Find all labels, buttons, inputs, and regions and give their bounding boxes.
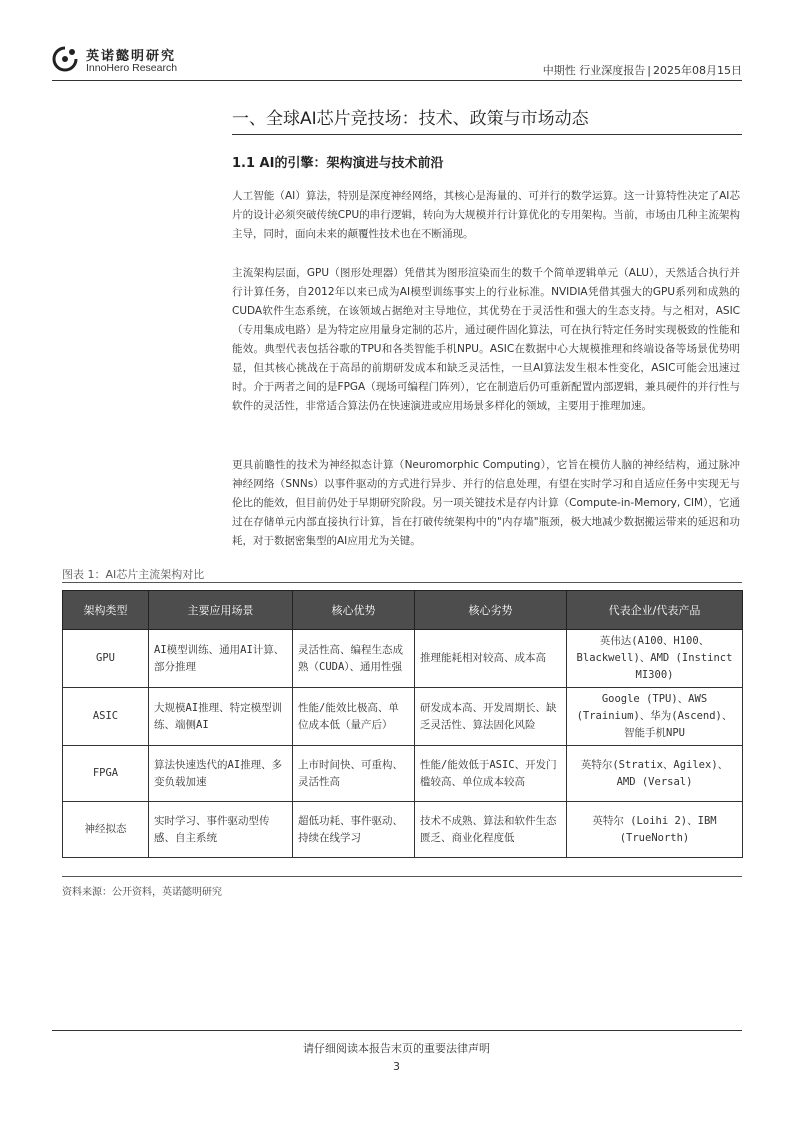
table-cell: 英特尔(Stratix、Agilex)、AMD (Versal) — [567, 746, 743, 802]
paragraph-mainstream: 主流架构层面，GPU（图形处理器）凭借其为图形渲染而生的数千个简单逻辑单元（ALU），天然适合执行并行计算任务，自2012年以来已成为AI模型训练事实上的行业标准。NVIDIA凭借其强大的GPU系列和成熟的CUDA软件生态系统，在该领域占据绝对主导地位，其优势在于灵活性和强大的生态支持。与之相对，ASIC（专用集成电路）是为特定应用量身定制的芯片，通过硬件固化算法，可在执行特定任务时实现极致的性能和能效。典型代表包括谷歌的TPU和各类智能手机NPU。ASIC在数据中心大规模推理和终端设备等场景优势明显，但其核心挑战在于高昂的前期研发成本和缺乏灵活性，一旦AI算法发生根本性变化，ASIC可能会迅速过时。介于两者之间的是FPGA（现场可编程门阵列），它在制造后仍可重新配置内部逻辑，兼具硬件的并行性与软件的灵活性，非常适合算法仍在快速演进或应用场景多样化的领域，主要用于推理加速。 — [232, 267, 740, 412]
figure-caption: 图表 1：AI芯片主流架构对比 — [62, 568, 205, 581]
table-cell: 英伟达(A100、H100、Blackwell)、AMD (Instinct MI300) — [567, 630, 743, 688]
table-cell: AI模型训练、通用AI计算、部分推理 — [149, 630, 293, 688]
table-row — [63, 630, 743, 688]
table-cell: GPU — [63, 630, 149, 688]
table-header-cell: 代表企业/代表产品 — [567, 591, 743, 630]
table-header-cell: 架构类型 — [63, 591, 149, 630]
table-cell: 算法快速迭代的AI推理、多变负载加速 — [149, 746, 293, 802]
table-cell: 研发成本高、开发周期长、缺乏灵活性、算法固化风险 — [415, 688, 567, 746]
source-divider — [62, 876, 742, 877]
table-cell: 性能/能效低于ASIC、开发门槛较高、单位成本较高 — [415, 746, 567, 802]
paragraph-intro: 人工智能（AI）算法，特别是深度神经网络，其核心是海量的、可并行的数学运算。这一计算特性决定了AI芯片的设计必须突破传统CPU的串行逻辑，转向为大规模并行计算优化的专用架构。当前，市场由几种主流架构主导，同时，面向未来的颠覆性技术也在不断涌现。 — [232, 190, 740, 240]
report-type: 中期性 行业深度报告 — [542, 64, 646, 77]
paragraph-frontier: 更具前瞻性的技术为神经拟态计算（Neuromorphic Computing），它旨在模仿人脑的神经结构，通过脉冲神经网络（SNNs）以事件驱动的方式进行异步、并行的信息处理，有望在实时学习和自适应任务中实现无与伦比的能效，但目前仍处于早期研究阶段。另一项关键技术是存内计算（Compute-in-Memory, CIM），它通过在存储单元内部直接执行计算，旨在打破传统架构中的"内存墙"瓶颈，极大地减少数据搬运带来的延迟和功耗，对于数据密集型的AI应用尤为关键。 — [232, 459, 740, 547]
header-divider — [52, 80, 742, 81]
table-cell: FPGA — [63, 746, 149, 802]
subsection-title: 1.1 AI的引擎：架构演进与技术前沿 — [232, 156, 444, 171]
figure-source: 资料来源：公开资料，英诺懿明研究 — [62, 887, 222, 898]
table-cell: 技术不成熟、算法和软件生态匮乏、商业化程度低 — [415, 802, 567, 858]
table-cell: 神经拟态 — [63, 802, 149, 858]
logo-cn-text: 英诺懿明研究 — [86, 49, 177, 64]
table-row — [63, 688, 743, 746]
table-cell: ASIC — [63, 688, 149, 746]
header-separator: | — [647, 64, 651, 77]
legal-notice: 请仔细阅读本报告末页的重要法律声明 — [303, 1042, 490, 1055]
table-cell: 灵活性高、编程生态成熟（CUDA）、通用性强 — [293, 630, 415, 688]
architecture-comparison-table — [62, 590, 743, 858]
table-cell: Google (TPU)、AWS (Trainium)、华为(Ascend)、智能手机NPU — [567, 688, 743, 746]
table-cell: 性能/能效比极高、单位成本低（量产后） — [293, 688, 415, 746]
table-header-cell: 核心优势 — [293, 591, 415, 630]
page-number: 3 — [393, 1060, 400, 1073]
report-date: 2025年08月15日 — [653, 64, 742, 77]
table-header-cell: 主要应用场景 — [149, 591, 293, 630]
table-row — [63, 746, 743, 802]
table-cell: 超低功耗、事件驱动、持续在线学习 — [293, 802, 415, 858]
table-cell: 英特尔 (Loihi 2)、IBM (TrueNorth) — [567, 802, 743, 858]
table-cell: 推理能耗相对较高、成本高 — [415, 630, 567, 688]
footer-divider — [52, 1030, 742, 1031]
table-header-row — [63, 591, 743, 630]
section-title: 一、全球AI芯片竞技场：技术、政策与市场动态 — [232, 109, 589, 129]
table-cell: 实时学习、事件驱动型传感、自主系统 — [149, 802, 293, 858]
page-header — [52, 44, 742, 80]
section-divider — [232, 134, 742, 135]
table-cell: 上市时间快、可重构、灵活性高 — [293, 746, 415, 802]
figure-divider — [62, 582, 742, 583]
logo-en-text: InnoHero Research — [86, 62, 178, 74]
logo-mark-icon — [52, 46, 78, 72]
table-row — [63, 802, 743, 858]
table-cell: 大规模AI推理、特定模型训练、端侧AI — [149, 688, 293, 746]
table-header-cell: 核心劣势 — [415, 591, 567, 630]
header-meta — [543, 62, 742, 78]
